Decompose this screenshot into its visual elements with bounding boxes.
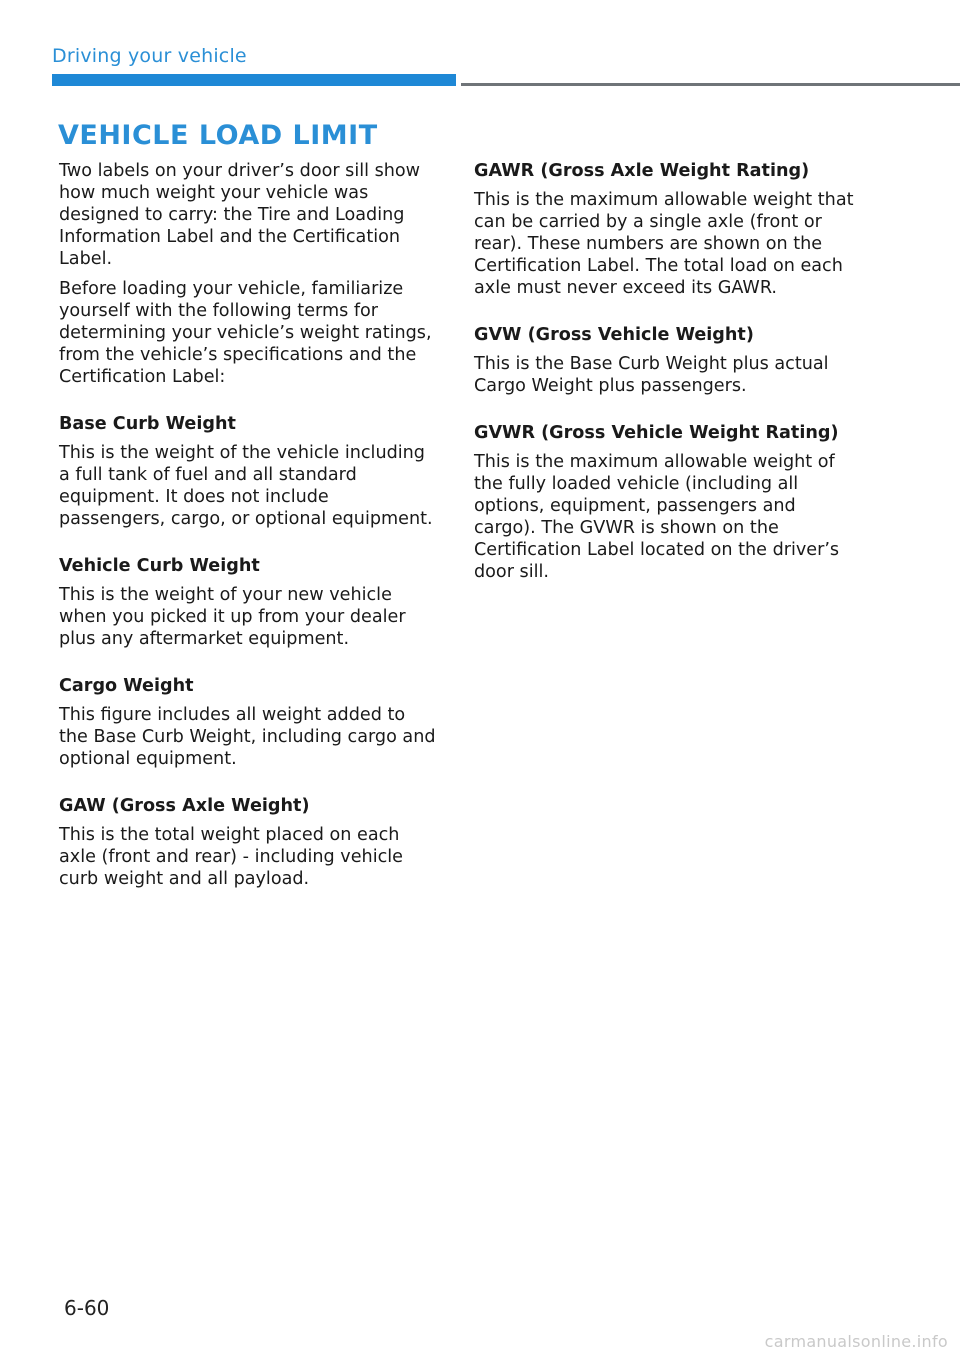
base-curb-weight-heading: Base Curb Weight — [59, 414, 236, 434]
vehicle-curb-weight-text: This is the weight of your new vehicle when you picked it up from your dealer plus any aftermarket equipment. — [59, 585, 406, 649]
base-curb-weight-text: This is the weight of the vehicle including a full tank of fuel and all standard equipment. It does not include passengers, cargo, or optional equipment. — [59, 443, 433, 529]
gaw-heading: GAW (Gross Axle Weight) — [59, 796, 310, 816]
header-accent-bar — [52, 74, 456, 86]
page-number: 6-60 — [64, 1296, 110, 1320]
section-title: VEHICLE LOAD LIMIT — [58, 120, 378, 151]
cargo-weight-text: This figure includes all weight added to the Base Curb Weight, including cargo and optional equipment. — [59, 705, 436, 769]
chapter-title: Driving your vehicle — [52, 45, 247, 67]
gawr-text: This is the maximum allowable weight that can be carried by a single axle (front or rear). These numbers are shown on the Certification Label. The total load on each axle must never exceed its GAWR. — [474, 190, 854, 298]
intro-paragraph-2: Before loading your vehicle, familiarize yourself with the following terms for determining your vehicle’s weight ratings, from the vehicle’s specifications and the Certification Label: — [59, 279, 432, 387]
header-rule — [461, 83, 960, 86]
gvw-text: This is the Base Curb Weight plus actual Cargo Weight plus passengers. — [474, 354, 829, 396]
right-column — [474, 160, 859, 591]
watermark: carmanualsonline.info — [764, 1332, 948, 1351]
gvwr-text: This is the maximum allowable weight of the fully loaded vehicle (including all options, equipment, passengers and cargo). The GVWR is shown on the Certification Label located on the driver’s door sill. — [474, 452, 840, 582]
left-column — [59, 160, 437, 898]
gvwr-heading: GVWR (Gross Vehicle Weight Rating) — [474, 423, 839, 443]
vehicle-curb-weight-heading: Vehicle Curb Weight — [59, 556, 260, 576]
gawr-heading: GAWR (Gross Axle Weight Rating) — [474, 161, 810, 181]
intro-paragraph-1: Two labels on your driver’s door sill show how much weight your vehicle was designed to carry: the Tire and Loading Information Label and the Certification Label. — [59, 161, 421, 269]
cargo-weight-heading: Cargo Weight — [59, 676, 194, 696]
gaw-text: This is the total weight placed on each axle (front and rear) - including vehicle curb weight and all payload. — [59, 825, 403, 889]
gvw-heading: GVW (Gross Vehicle Weight) — [474, 325, 754, 345]
